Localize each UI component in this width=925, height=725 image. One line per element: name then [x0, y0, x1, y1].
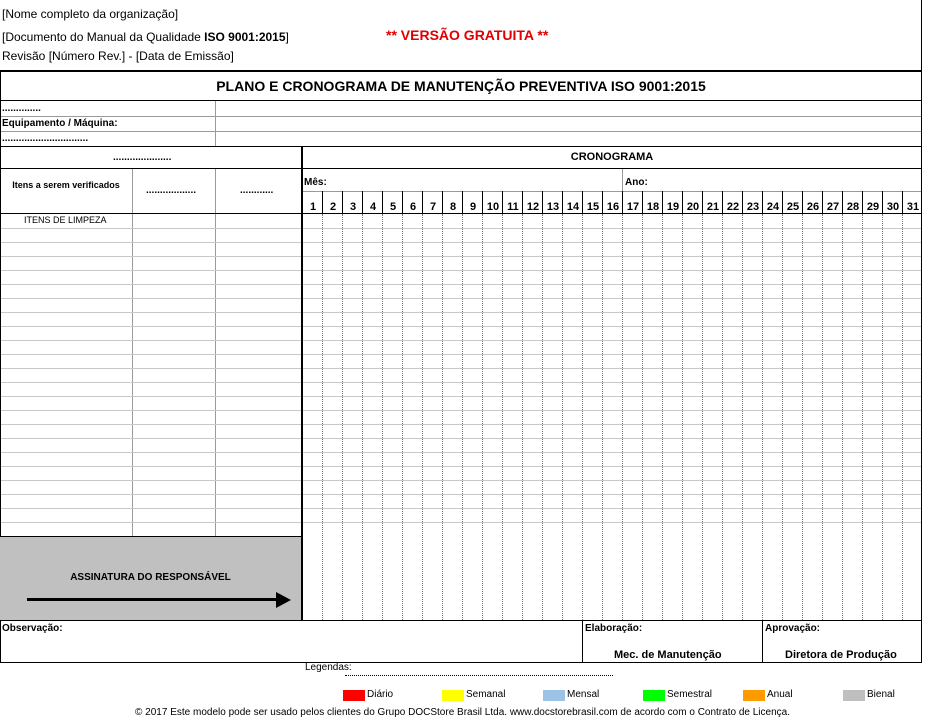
grid-row-line — [0, 396, 922, 397]
grid-column-line — [902, 214, 903, 620]
day-header-2: 2 — [329, 201, 337, 213]
day-header-22: 22 — [726, 201, 740, 213]
grid-column-line — [402, 214, 403, 620]
day-header-divider — [662, 191, 663, 213]
grid-column-line — [822, 214, 823, 620]
grid-column-line — [882, 214, 883, 620]
month-label: Mês: — [304, 177, 327, 188]
day-header-20: 20 — [686, 201, 700, 213]
grid-row-line — [0, 368, 922, 369]
info-row-1: .............. — [2, 103, 41, 114]
day-header-17: 17 — [626, 201, 640, 213]
grid-column-line — [422, 214, 423, 620]
equipment-label: Equipamento / Máquina: — [2, 118, 118, 129]
day-header-16: 16 — [606, 201, 620, 213]
grid-row-line — [0, 354, 922, 355]
grid-row-line — [0, 480, 922, 481]
day-header-13: 13 — [546, 201, 560, 213]
grid-column-line — [322, 214, 323, 620]
day-header-divider — [482, 191, 483, 213]
day-header-7: 7 — [429, 201, 437, 213]
grid-row-line — [0, 298, 922, 299]
day-header-divider — [522, 191, 523, 213]
grid-row-line — [0, 312, 922, 313]
day-header-27: 27 — [826, 201, 840, 213]
day-header-31: 31 — [906, 201, 920, 213]
year-label: Ano: — [625, 177, 648, 188]
observation-field[interactable] — [1, 636, 581, 662]
first-item-label: ITENS DE LIMPEZA — [24, 215, 107, 225]
elaboration-label: Elaboração: — [585, 623, 643, 634]
column-3-header: ............ — [240, 185, 274, 196]
legend-swatch-4 — [743, 690, 765, 701]
grid-row-line — [0, 242, 922, 243]
grid-row-line — [0, 256, 922, 257]
grid-column-line — [382, 214, 383, 620]
legend-dotted-line — [345, 675, 613, 676]
day-header-11: 11 — [507, 201, 519, 213]
free-version-banner: ** VERSÃO GRATUITA ** — [386, 27, 549, 43]
day-header-divider — [402, 191, 403, 213]
day-header-divider — [822, 191, 823, 213]
grid-column-line — [802, 214, 803, 620]
legend-swatch-2 — [543, 690, 565, 701]
legend-swatch-3 — [643, 690, 665, 701]
day-header-28: 28 — [846, 201, 860, 213]
day-header-12: 12 — [526, 201, 540, 213]
day-header-23: 23 — [746, 201, 760, 213]
grid-row-line — [0, 382, 922, 383]
signature-label: ASSINATURA DO RESPONSÁVEL — [70, 572, 231, 583]
arrow-icon — [27, 598, 277, 601]
column-2-header: .................. — [146, 185, 197, 196]
day-header-26: 26 — [806, 201, 820, 213]
grid-row-line — [0, 284, 922, 285]
day-header-divider — [882, 191, 883, 213]
day-header-24: 24 — [766, 201, 780, 213]
grid-row-line — [0, 466, 922, 467]
approval-label: Aprovação: — [765, 623, 821, 634]
day-header-divider — [322, 191, 323, 213]
approval-by: Diretora de Produção — [785, 649, 897, 661]
legend-swatch-1 — [442, 690, 464, 701]
grid-column-line — [782, 214, 783, 620]
grid-column-line — [602, 214, 603, 620]
day-header-divider — [782, 191, 783, 213]
day-header-5: 5 — [389, 201, 397, 213]
day-header-9: 9 — [469, 201, 477, 213]
day-header-divider — [542, 191, 543, 213]
day-header-divider — [702, 191, 703, 213]
left-panel-header: ..................... — [113, 152, 172, 163]
day-header-10: 10 — [486, 201, 500, 213]
grid-row-line — [0, 452, 922, 453]
doc-prefix: [Documento do Manual da Qualidade — [2, 30, 205, 44]
day-header-divider — [682, 191, 683, 213]
day-header-6: 6 — [409, 201, 417, 213]
grid-row-line — [0, 410, 922, 411]
arrow-head-icon — [276, 592, 291, 608]
grid-row-line — [0, 424, 922, 425]
grid-column-line — [662, 214, 663, 620]
grid-column-line — [622, 214, 623, 620]
day-header-21: 21 — [706, 201, 720, 213]
grid-column-line — [862, 214, 863, 620]
grid-column-line — [762, 214, 763, 620]
equipment-field[interactable] — [216, 101, 921, 146]
day-header-divider — [442, 191, 443, 213]
grid-row-line — [0, 522, 922, 523]
day-header-15: 15 — [586, 201, 600, 213]
day-header-divider — [422, 191, 423, 213]
grid-row-line — [0, 270, 922, 271]
revision-line: Revisão [Número Rev.] - [Data de Emissão] — [2, 49, 234, 63]
day-header-divider — [762, 191, 763, 213]
day-header-8: 8 — [449, 201, 457, 213]
day-header-divider — [582, 191, 583, 213]
day-header-divider — [342, 191, 343, 213]
grid-row-line — [0, 438, 922, 439]
legend-label-2: Mensal — [567, 689, 600, 700]
day-header-divider — [622, 191, 623, 213]
document-reference — [2, 30, 289, 44]
legend-label-3: Semestral — [667, 689, 713, 700]
grid-row-line — [0, 228, 922, 229]
day-header-divider — [502, 191, 503, 213]
legend-label: Legendas: — [305, 662, 352, 673]
day-header-divider — [642, 191, 643, 213]
doc-iso: ISO 9001:2015 — [204, 30, 286, 44]
grid-column-line — [362, 214, 363, 620]
day-header-divider — [362, 191, 363, 213]
day-header-divider — [862, 191, 863, 213]
schedule-title: CRONOGRAMA — [570, 151, 654, 163]
day-header-18: 18 — [646, 201, 660, 213]
day-header-divider — [902, 191, 903, 213]
grid-column-line — [342, 214, 343, 620]
day-header-divider — [382, 191, 383, 213]
grid-column-line — [462, 214, 463, 620]
grid-column-line — [482, 214, 483, 620]
day-header-divider — [842, 191, 843, 213]
legend-label-4: Anual — [767, 689, 793, 700]
grid-column-line — [702, 214, 703, 620]
day-header-4: 4 — [369, 201, 377, 213]
grid-row-line — [0, 340, 922, 341]
grid-column-line — [442, 214, 443, 620]
grid-column-line — [542, 214, 543, 620]
day-header-divider — [722, 191, 723, 213]
day-header-14: 14 — [566, 201, 580, 213]
day-header-25: 25 — [786, 201, 800, 213]
grid-column-line — [522, 214, 523, 620]
legend-swatch-0 — [343, 690, 365, 701]
items-column-header: Itens a serem verificados — [12, 180, 120, 190]
day-header-30: 30 — [886, 201, 900, 213]
day-header-divider — [562, 191, 563, 213]
info-row-3: ............................... — [2, 133, 89, 144]
grid-column-line — [562, 214, 563, 620]
org-name: [Nome completo da organização] — [2, 7, 179, 21]
day-header-29: 29 — [866, 201, 880, 213]
grid-column-line — [682, 214, 683, 620]
day-header-divider — [462, 191, 463, 213]
grid-column-line — [842, 214, 843, 620]
copyright: © 2017 Este modelo pode ser usado pelos clientes do Grupo DOCStore Brasil Ltda. www.docstorebrasil.com de acordo com o Contrato de Licença. — [135, 707, 790, 718]
legend-label-1: Semanal — [466, 689, 506, 700]
page-title: PLANO E CRONOGRAMA DE MANUTENÇÃO PREVENTIVA ISO 9001:2015 — [216, 78, 706, 94]
month-year-divider — [622, 169, 623, 191]
day-header-3: 3 — [349, 201, 357, 213]
doc-suffix: ] — [285, 30, 289, 44]
grid-column-line — [722, 214, 723, 620]
grid-row-line — [0, 326, 922, 327]
grid-column-line — [502, 214, 503, 620]
legend-label-0: Diário — [367, 689, 394, 700]
grid-row-line — [0, 494, 922, 495]
day-header-divider — [742, 191, 743, 213]
legend-swatch-5 — [843, 690, 865, 701]
grid-row-line — [0, 508, 922, 509]
grid-column-line — [742, 214, 743, 620]
grid-column-line — [642, 214, 643, 620]
day-header-divider — [602, 191, 603, 213]
observation-label: Observação: — [2, 623, 63, 634]
day-header-divider — [802, 191, 803, 213]
day-header-19: 19 — [666, 201, 680, 213]
day-header-1: 1 — [309, 201, 317, 213]
grid-column-line — [582, 214, 583, 620]
legend-label-5: Bienal — [867, 689, 895, 700]
elaboration-by: Mec. de Manutenção — [614, 649, 722, 661]
